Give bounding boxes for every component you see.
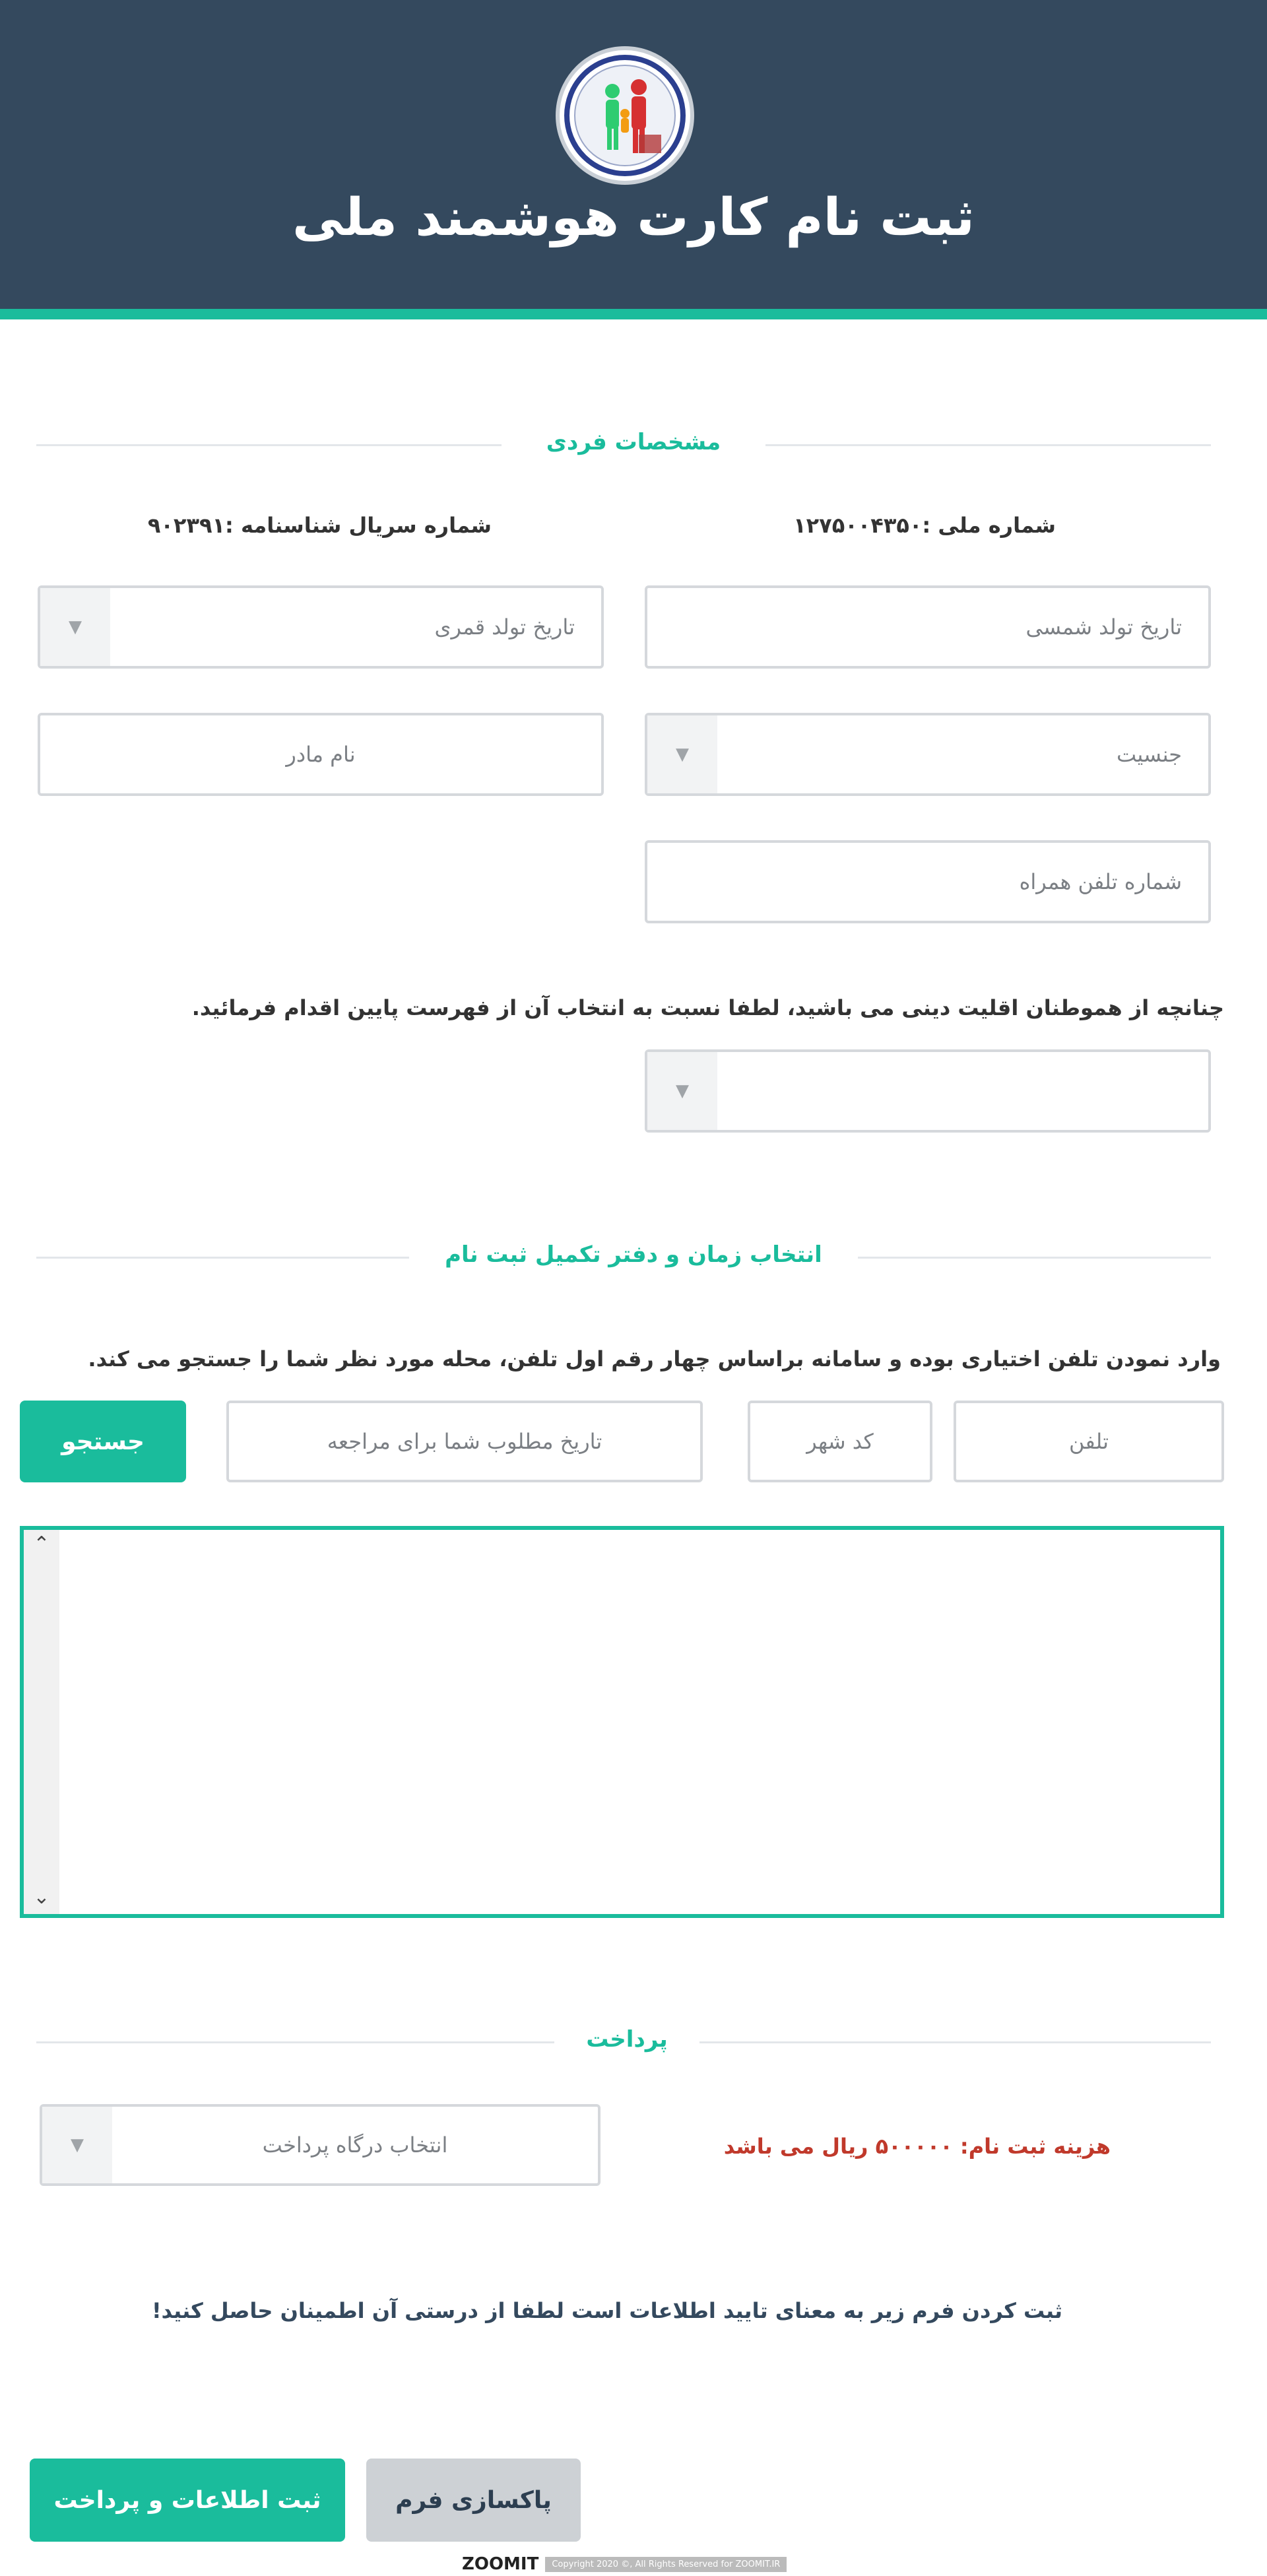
- religious-minority-select[interactable]: [645, 1049, 1211, 1133]
- mobile-number-placeholder: شماره تلفن همراه: [1019, 869, 1182, 894]
- office-results-listbox[interactable]: [20, 1526, 1224, 1918]
- chevron-down-icon: ▼: [647, 715, 717, 793]
- scroll-down-icon[interactable]: ⌄: [33, 1886, 50, 1909]
- payment-gateway-placeholder: انتخاب درگاه پرداخت: [262, 2132, 448, 2158]
- chevron-down-icon: ▼: [647, 1052, 717, 1130]
- section-title-personal: مشخصات فردی: [502, 429, 765, 455]
- zoomit-watermark: [462, 2554, 787, 2574]
- family-emblem-icon: [556, 46, 694, 185]
- gender-select[interactable]: [645, 713, 1211, 796]
- birth-date-shamsi-field[interactable]: [645, 585, 1211, 669]
- watermark-copyright: Copyright 2020 ©, All Rights Reserved for ZOOMIT.IR: [545, 2557, 787, 2572]
- watermark-brand: ZOOMIT: [462, 2554, 539, 2574]
- city-code-field[interactable]: [748, 1401, 932, 1482]
- mother-name-field[interactable]: [38, 713, 604, 796]
- payment-gateway-select[interactable]: [40, 2104, 601, 2186]
- phone-placeholder: تلفن: [1068, 1429, 1109, 1454]
- phone-field[interactable]: [954, 1401, 1224, 1482]
- city-code-placeholder: کد شهر: [806, 1429, 874, 1454]
- gender-placeholder: جنسیت: [1116, 742, 1182, 767]
- section-title-payment: پرداخت: [554, 2026, 699, 2053]
- phone-search-note: وارد نمودن تلفن اختیاری بوده و سامانه براساس چهار رقم اول تلفن، محله مورد نظر شما را جستجو می کند.: [88, 1346, 1221, 1371]
- mobile-number-field[interactable]: [645, 840, 1211, 923]
- header-accent-strip: [0, 309, 1267, 319]
- serial-number-label: شماره سریال شناسنامه :۹۰۲۳۹۱: [147, 513, 492, 538]
- submit-and-pay-button[interactable]: ثبت اطلاعات و پرداخت: [30, 2459, 345, 2542]
- registration-fee-text: هزینه ثبت نام: ۵۰۰۰۰۰ ریال می باشد: [723, 2134, 1111, 2159]
- clear-form-button[interactable]: پاکسازی فرم: [366, 2459, 581, 2542]
- mother-name-placeholder: نام مادر: [286, 742, 356, 767]
- listbox-scrollbar[interactable]: [24, 1530, 59, 1914]
- national-id-label: شماره ملی :۱۲۷۵۰۰۴۳۵۰: [793, 513, 1056, 538]
- minority-note: چنانچه از هموطنان اقلیت دینی می باشید، لطفا نسبت به انتخاب آن از فهرست پایین اقدام فرمائید.: [191, 995, 1224, 1020]
- page-title: ثبت نام کارت هوشمند ملی: [292, 188, 975, 248]
- birth-date-qamari-placeholder: تاریخ تولد قمری: [434, 614, 575, 640]
- confirm-note: ثبت کردن فرم زیر به معنای تایید اطلاعات است لطفا از درستی آن اطمینان حاصل کنید!: [151, 2298, 1062, 2323]
- scroll-up-icon[interactable]: ⌃: [33, 1533, 50, 1556]
- appointment-date-field[interactable]: [226, 1401, 703, 1482]
- chevron-down-icon: ▼: [40, 588, 110, 666]
- birth-date-qamari-select[interactable]: [38, 585, 604, 669]
- birth-date-shamsi-placeholder: تاریخ تولد شمسی: [1025, 614, 1182, 640]
- chevron-down-icon: ▼: [42, 2107, 112, 2183]
- appointment-date-placeholder: تاریخ مطلوب شما برای مراجعه: [327, 1429, 602, 1454]
- search-button[interactable]: جستجو: [20, 1401, 186, 1482]
- section-title-appointment: انتخاب زمان و دفتر تکمیل ثبت نام: [409, 1241, 858, 1268]
